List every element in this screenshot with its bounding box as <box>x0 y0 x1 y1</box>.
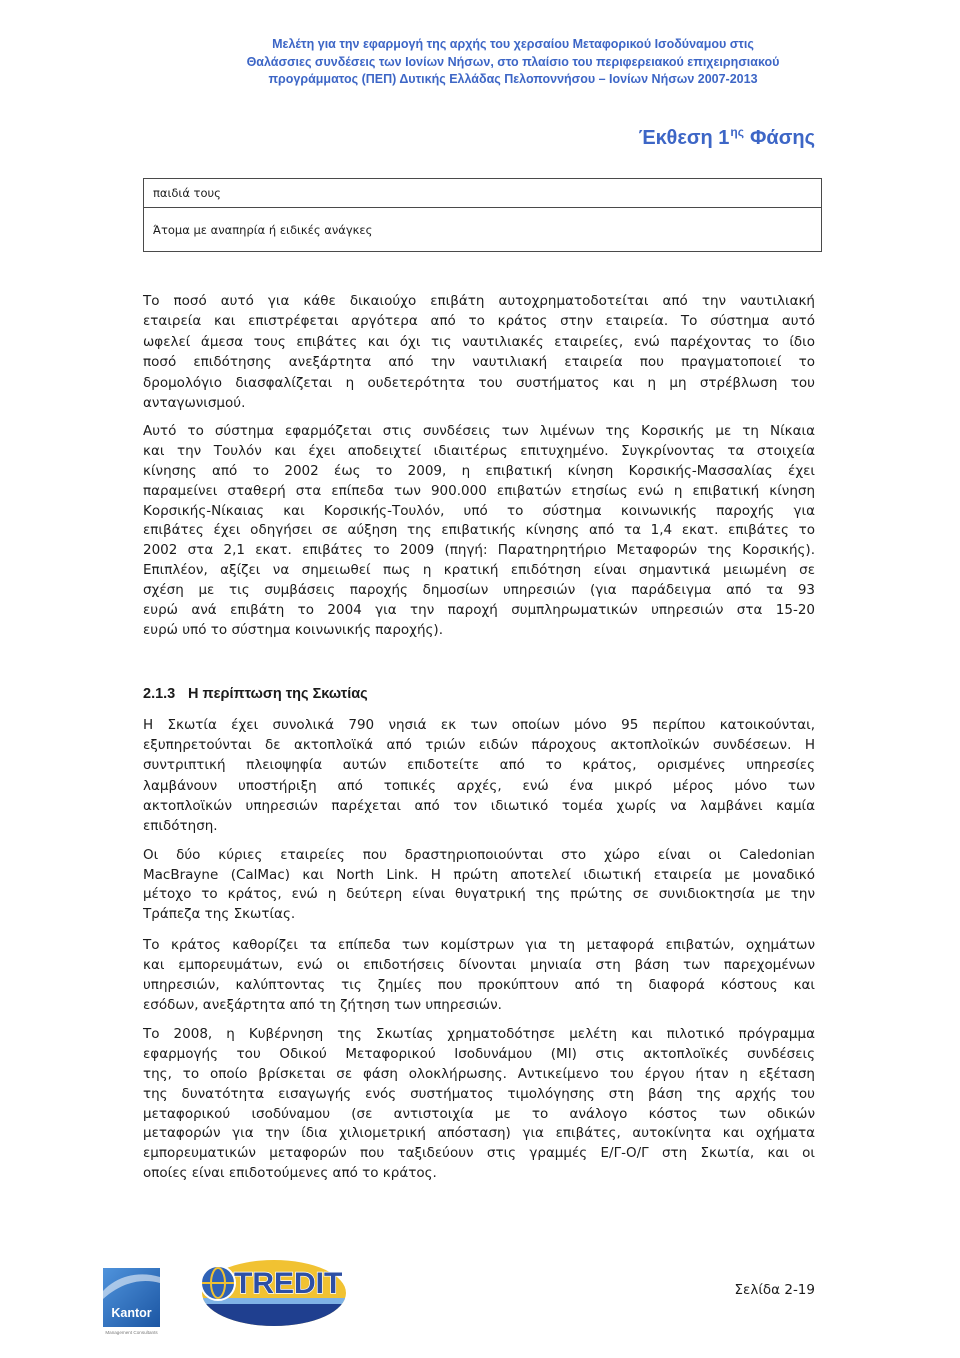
kantor-logo-text: Kantor <box>111 1306 152 1320</box>
header-line: Μελέτη για την εφαρμογή της αρχής του χερσαίου Μεταφορικού Ισοδύναμου στις <box>272 37 754 51</box>
paragraph-line: της, το οποίο βρίσκεται σε φάση ολοκλήρωσης. Αντικείμενο του έργου ήταν η εξέταση <box>143 1065 815 1082</box>
paragraph-line: ευρώ ανά επιβάτη το 2004 για την παροχή συμπληρωματικών υπηρεσιών στα 15-20 <box>143 602 815 619</box>
header-line: προγράμματος (ΠΕΠ) Δυτικής Ελλάδας Πελοποννήσου – Ιονίων Νήσων 2007-2013 <box>268 72 758 86</box>
paragraph-line: Κορσικής-Νίκαιας και Κορσικής-Τουλόν, υπό το σύστημα κοινωνικής παροχής για <box>143 502 815 519</box>
page-number: Σελίδα 2-19 <box>734 1282 815 1298</box>
report-title-rest: Φάσης <box>749 127 815 149</box>
header-line: Θαλάσσιες συνδέσεις των Ιονίων Νήσων, στο πλαίσιο του περιφερειακού επιχειρησιακού <box>246 54 780 69</box>
paragraph-line: συντριπτική πλειοψηφία αυτών επιδοτείτε από το κράτος, ορισμένες υπηρεσίες <box>143 757 815 774</box>
paragraph-line: υπηρεσιών, καλύπτοντας τις ζημίες που προκύπτουν από τη διαφορά κόστους και <box>143 977 815 993</box>
tredit-logo <box>196 1256 348 1328</box>
beneficiaries-table <box>143 178 822 252</box>
paragraph-line: ακτοπλοϊκών υπηρεσιών παρέχεται από τον ιδιωτικό τομέα χωρίς να λαμβάνει καμία <box>143 797 815 814</box>
paragraph-line: 2002 στα 2,1 εκατ. επιβάτες το 2009 (πηγή: Παρατηρητήριο Μεταφορών της Κορσικής). <box>143 542 815 559</box>
report-title-superscript: ης <box>730 125 744 139</box>
paragraph-line: μεταφορικού ισοδύναμου (σε αντιστοιχία με το ανάλογο κόστος των οδικών <box>143 1105 815 1122</box>
paragraph-line: MacBrayne (CalMac) και North Link. Η πρώτη αποτελεί ιδιωτική εταιρεία με μοναδικό <box>143 866 815 883</box>
paragraph-line: Επιπλέον, αξίζει να σημειωθεί πως η κρατική επιδότηση είναι σημαντικά μειωμένη σε <box>143 562 815 579</box>
paragraph-line: και εμπορευμάτων, ενώ οι επιδοτήσεις δίνονται μηνιαία στη βάση των παρεχομένων <box>143 957 815 973</box>
paragraph-line: και την Τουλόν και έχει αποδειχτεί ιδιαιτέρως επιτυχημένο. Συγκρίνοντας τα στοιχεία <box>143 442 815 459</box>
paragraph-line: εσόδων, ανεξάρτητα από τη ζήτηση των υπηρεσιών. <box>143 997 502 1013</box>
paragraph-line: λαμβάνουν υποστήριξη από τοπικές αρχές, ενώ ένα μικρό μέρος μόνο των <box>143 777 815 794</box>
paragraph-3 <box>143 715 815 836</box>
paragraph-4 <box>143 846 815 925</box>
section-heading <box>143 684 368 704</box>
paragraph-line: οποίες είναι επιδοτούμενες από το κράτος. <box>143 1165 437 1182</box>
paragraph-line: μέτοχο το κράτος, ενώ η δεύτερη είναι θυγατρική της πρώτης σε συνιδιοκτησία με την <box>143 886 815 903</box>
paragraph-line: επιδότηση. <box>143 817 218 834</box>
kantor-logo <box>100 1265 164 1337</box>
paragraph-line: μεταφορών για την ίδια χιλιομετρική απόσταση) για επιβάτες, αυτοκίνητα και οχήματα <box>143 1125 815 1142</box>
running-header <box>143 36 883 89</box>
paragraph-line: Το 2008, η Κυβέρνηση της Σκωτίας χρηματοδότησε μελέτη και πιλοτικό πρόγραμμα <box>143 1026 815 1042</box>
paragraph-line: εμπορευματικών μεταφορών που ταξιδεύουν στις γραμμές Ε/Γ-Ο/Γ στη Σκωτία, και οι <box>143 1145 815 1162</box>
paragraph-line: ποσό επιδότησης ανεξάρτητα από την ναυτιλιακή εταιρεία που πραγματοποιεί το <box>143 354 815 371</box>
paragraph-line: δρομολόγιο διασφαλίζεται η ουδετερότητα του συστήματος και η μη στρέβλωση του <box>143 374 815 391</box>
table-row: παιδιά τους <box>144 179 821 208</box>
section-number: 2.1.3 <box>143 686 176 702</box>
paragraph-line: Η Σκωτία έχει συνολικά 790 νησιά εκ των οποίων μόνο 95 περίπου κατοικούνται, <box>143 717 815 733</box>
paragraph-2 <box>143 422 815 641</box>
paragraph-1 <box>143 291 815 413</box>
paragraph-line: Το κράτος καθορίζει τα επίπεδα των κομίστρων για τη μεταφορά επιβατών, οχημάτων <box>143 937 815 953</box>
report-title <box>639 126 815 152</box>
paragraph-line: ευρώ υπό το σύστημα κοινωνικής παροχής). <box>143 621 443 638</box>
tredit-logo-text: TREDIT <box>234 1267 343 1300</box>
paragraph-5 <box>143 935 815 1015</box>
paragraph-line: εφαρμογής του Οδικού Μεταφορικού Ισοδυνάμου (ΜΙ) στις ακτοπλοϊκές συνδέσεις <box>143 1045 815 1062</box>
globe-icon <box>201 1266 235 1300</box>
paragraph-6 <box>143 1025 815 1184</box>
paragraph-line: κίνησης από το 2002 έως το 2009, η επιβατική κίνηση Κορσικής-Μασσαλίας έχει <box>143 462 815 479</box>
paragraph-line: της δυνατότητα εισαγωγής ενός συστήματος τιμολόγησης στη βάση της αρχής του <box>143 1085 815 1102</box>
paragraph-line: σχέση με τις συμβάσεις παροχής δημοσίων υπηρεσιών (για παράδειγμα από τα 93 <box>143 582 815 599</box>
paragraph-line: Οι δύο κύριες εταιρείες που δραστηριοποιούνται στο χώρο είναι οι Caledonian <box>143 847 815 863</box>
paragraph-line: εταιρεία και επιστρέφεται αργότερα από το κράτος στην εταιρεία. Το σύστημα αυτό <box>143 313 815 330</box>
paragraph-line: εξυπηρετούνται δε ακτοπλοϊκά από τριών ειδών πάροχους ακτοπλοϊκών συνδέσεων. Η <box>143 737 815 754</box>
paragraph-line: Αυτό το σύστημα εφαρμόζεται στις συνδέσεις των λιμένων της Κορσικής με τη Νίκαια <box>143 423 815 439</box>
paragraph-line: ωφελεί άμεσα τους επιβάτες και όχι τις ναυτιλιακές εταιρείες, ενώ παρέχοντας το ίδιο <box>143 333 815 350</box>
section-title: Η περίπτωση της Σκωτίας <box>188 686 368 702</box>
paragraph-line: Το ποσό αυτό για κάθε δικαιούχο επιβάτη αυτοχρηματοδοτείται από την ναυτιλιακή <box>143 293 815 309</box>
paragraph-line: Τράπεζα της Σκωτίας. <box>143 906 296 923</box>
paragraph-line: επιβάτες έχει οδηγήσει σε αύξηση της επιβατικής κίνησης από τα 1,4 εκατ. επιβάτες το <box>143 522 815 539</box>
paragraph-line: παραμείνει σταθερή στα επίπεδα των 900.000 επιβατών ετησίως ενώ η επιβατική κίνηση <box>143 482 815 499</box>
paragraph-line: ανταγωνισμού. <box>143 394 246 411</box>
report-title-main: Έκθεση 1 <box>638 127 730 149</box>
kantor-logo-tagline: Management Consultants <box>105 1330 158 1335</box>
table-row: Άτομα με αναπηρία ή ειδικές ανάγκες <box>153 222 373 237</box>
